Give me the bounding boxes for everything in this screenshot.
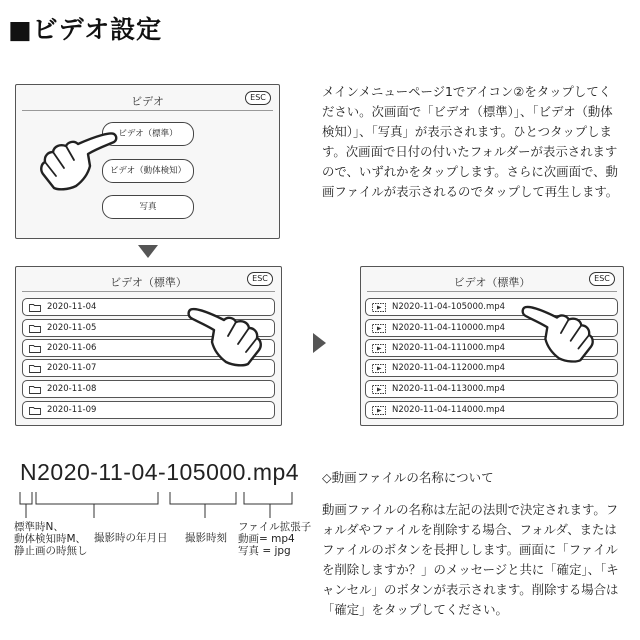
file-name: N2020-11-04-112000.mp4	[392, 363, 506, 373]
screen-title: ビデオ	[131, 95, 164, 108]
photo-button[interactable]: 写真	[102, 195, 194, 219]
prefix-label: 標準時N、 動体検知時M、 静止画の時無し	[14, 521, 88, 557]
page-title: ■ビデオ設定	[8, 15, 163, 44]
folder-icon	[29, 344, 41, 353]
folder-name: 2020-11-08	[47, 384, 97, 394]
folder-icon	[29, 385, 41, 394]
screen-title: ビデオ（標準）	[110, 276, 187, 289]
video-motion-detect-button[interactable]: ビデオ（動体検知）	[102, 159, 194, 183]
video-file-icon	[372, 364, 386, 373]
folder-name: 2020-11-06	[47, 343, 97, 353]
folder-name: 2020-11-05	[47, 323, 97, 333]
esc-button[interactable]: ESC	[589, 272, 615, 286]
section-body: 動画ファイルの名称は左記の法則で決定されます。フォルダやファイルを削除する場合、フォルダ、またはファイルのボタンを長押しします。画面に「ファイルを削除しますか？」のメッセージと共に「確定」、「キャンセル」のボタンが表示されます。削除する場合は「確定」をタップしてください。	[322, 502, 619, 617]
file-row[interactable]	[365, 401, 618, 419]
folder-row[interactable]	[22, 380, 275, 398]
file-name: N2020-11-04-110000.mp4	[392, 323, 506, 333]
header-divider	[22, 291, 275, 292]
folder-name: 2020-11-04	[47, 302, 97, 312]
folder-name: 2020-11-09	[47, 405, 97, 415]
video-file-icon	[372, 344, 386, 353]
down-arrow-icon	[138, 245, 158, 259]
file-name: N2020-11-04-114000.mp4	[392, 405, 506, 415]
section-title: ◇動画ファイルの名称について	[322, 470, 494, 485]
video-file-icon	[372, 303, 386, 312]
pointing-hand-icon	[186, 304, 264, 372]
folder-row[interactable]	[22, 401, 275, 419]
file-name: N2020-11-04-111000.mp4	[392, 343, 506, 353]
esc-button[interactable]: ESC	[245, 91, 271, 105]
extension-label: ファイル拡張子 動画= mp4 写真 = jpg	[238, 521, 312, 557]
right-arrow-icon	[313, 333, 327, 353]
folder-icon	[29, 303, 41, 312]
folder-name: 2020-11-07	[47, 363, 97, 373]
video-file-icon	[372, 406, 386, 415]
esc-button[interactable]: ESC	[247, 272, 273, 286]
instructions-text: メインメニューページ1でアイコン②をタップしてください。次画面で「ビデオ（標準）」、「ビデオ（動体検知）」、「写真」が表示されます。ひとつタップします。次画面で日付の付いたフォルダーが表示されますので、いずれかをタップします。さらに次画面で、動画ファイルが表示されるのでタップして再生します。	[322, 84, 619, 199]
time-label: 撮影時刻	[185, 532, 227, 544]
file-name: N2020-11-04-105000.mp4	[392, 302, 506, 312]
video-file-icon	[372, 324, 386, 333]
pointing-hand-icon	[520, 302, 596, 368]
header-divider	[22, 110, 273, 111]
folder-icon	[29, 364, 41, 373]
screen-title: ビデオ（標準）	[453, 276, 531, 289]
header-divider	[367, 291, 617, 292]
file-row[interactable]	[365, 380, 618, 398]
filename-example: N2020-11-04-105000.mp4	[20, 459, 300, 485]
folder-icon	[29, 324, 41, 333]
video-file-icon	[372, 385, 386, 394]
folder-icon	[29, 406, 41, 415]
video-standard-button[interactable]: ビデオ（標準）	[102, 122, 194, 146]
pointing-hand-icon	[38, 122, 118, 192]
filename-brackets	[0, 490, 320, 520]
file-name: N2020-11-04-113000.mp4	[392, 384, 506, 394]
date-label: 撮影時の年月日	[94, 532, 168, 544]
